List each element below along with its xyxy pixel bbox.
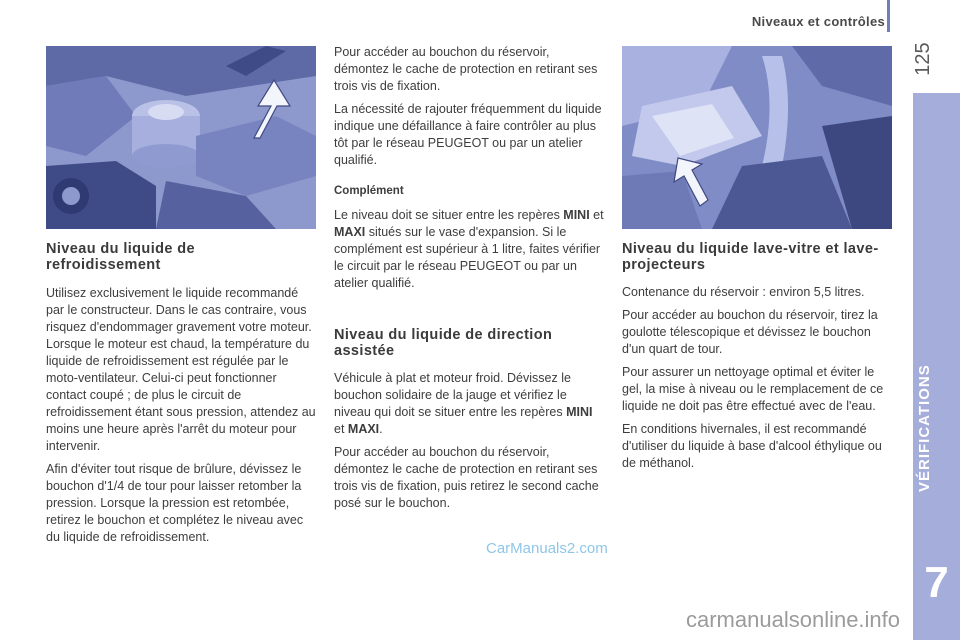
complement-title: Complément: [334, 185, 404, 197]
coolant-column: [46, 285, 318, 552]
coolant-paragraph-2: Afin d'éviter tout risque de brûlure, dévissez le bouchon d'1/4 de tour pour laisser retomber la pression. Lorsque la pression est retombée, retirez le bouchon et complétez le niveau avec du liquide de refroidissement.: [46, 462, 304, 544]
power-steering-text-a: Véhicule à plat et moteur froid. Dévissez le bouchon solidaire de la jauge et vérifiez le niveau qui doit se situer entre les repères: [334, 371, 571, 419]
running-header: Niveaux et contrôles: [751, 14, 885, 29]
watermark-carmanuals2: CarManuals2.com: [486, 540, 608, 557]
washer-advice: Pour assurer un nettoyage optimal et éviter le gel, la mise à niveau ou le remplacement de ce liquide ne doit pas être effectué avec de l'eau.: [622, 365, 884, 413]
engine-bay-drawing: [46, 46, 316, 229]
washer-column: [622, 284, 894, 478]
power-steering-heading: Niveau du liquide de direction assistée: [334, 327, 553, 359]
washer-access: Pour accéder au bouchon du réservoir, tirez la goulotte télescopique et dévissez le bouchon d'un quart de tour.: [622, 308, 878, 356]
watermark-carmanualsonline: carmanualsonline.info: [686, 607, 901, 632]
ps-maxi-mark: MAXI: [347, 422, 380, 436]
maxi-mark: MAXI: [334, 225, 366, 239]
coolant-warning-paragraph: La nécessité de rajouter fréquemment du liquide indique une défaillance à faire contrôler au plus tôt par le réseau PEUGEOT ou par un atelier qualifié.: [334, 102, 602, 167]
washer-capacity: Contenance du réservoir : environ 5,5 litres.: [622, 285, 865, 299]
complement-paragraph: [334, 207, 606, 292]
washer-winter: En conditions hivernales, il est recommandé d'utiliser du liquide à base d'alcool éthylique ou de méthanol.: [622, 422, 882, 470]
chapter-number: 7: [924, 558, 949, 607]
header-rule: [887, 0, 890, 32]
coolant-access-paragraph: Pour accéder au bouchon du réservoir, démontez le cache de protection en retirant ses trois vis de fixation.: [334, 45, 598, 93]
washer-reservoir-illustration: [622, 46, 892, 229]
power-steering-column: [334, 370, 606, 518]
washer-bay-drawing: [622, 46, 892, 229]
coolant-reservoir-illustration: [46, 46, 316, 229]
coolant-heading: Niveau du liquide de refroidissement: [46, 241, 195, 273]
power-steering-paragraph-2: Pour accéder au bouchon du réservoir, démontez le cache de protection en retirant ses trois vis de fixation, puis retirez le second cache posé sur le bouchon.: [334, 445, 599, 510]
complement-et: et: [589, 208, 604, 222]
ps-end: .: [379, 422, 383, 436]
ps-mini-mark: MINI: [566, 405, 593, 419]
middle-column: [334, 44, 606, 298]
page-number: 125: [912, 42, 934, 76]
complement-text-a: Le niveau doit se situer entre les repères: [334, 208, 564, 222]
coolant-paragraph-1: Utilisez exclusivement le liquide recommandé par le constructeur. Dans le cas contraire, vous risquez d'endommager gravement votre moteur. Lorsque le moteur est chaud, la température du liquide de refroidissement est régulée par le moto-ventilateur. Celui-ci peut fonctionner contact coupé ; de plus le circuit de refroidissement étant sous pression, attendez au moins une heure après l'arrêt du moteur pour intervenir.: [46, 286, 316, 453]
complement-text-b: situés sur le vase d'expansion. Si le complément est supérieur à 1 litre, faites vérifier le circuit par le réseau PEUGEOT ou par un atelier qualifié.: [334, 225, 601, 290]
washer-heading: Niveau du liquide lave-vitre et lave-projecteurs: [622, 241, 879, 273]
power-steering-paragraph-1: [334, 370, 606, 438]
ps-et: et: [334, 422, 348, 436]
mini-mark: MINI: [563, 208, 590, 222]
chapter-label: VÉRIFICATIONS: [916, 364, 933, 492]
